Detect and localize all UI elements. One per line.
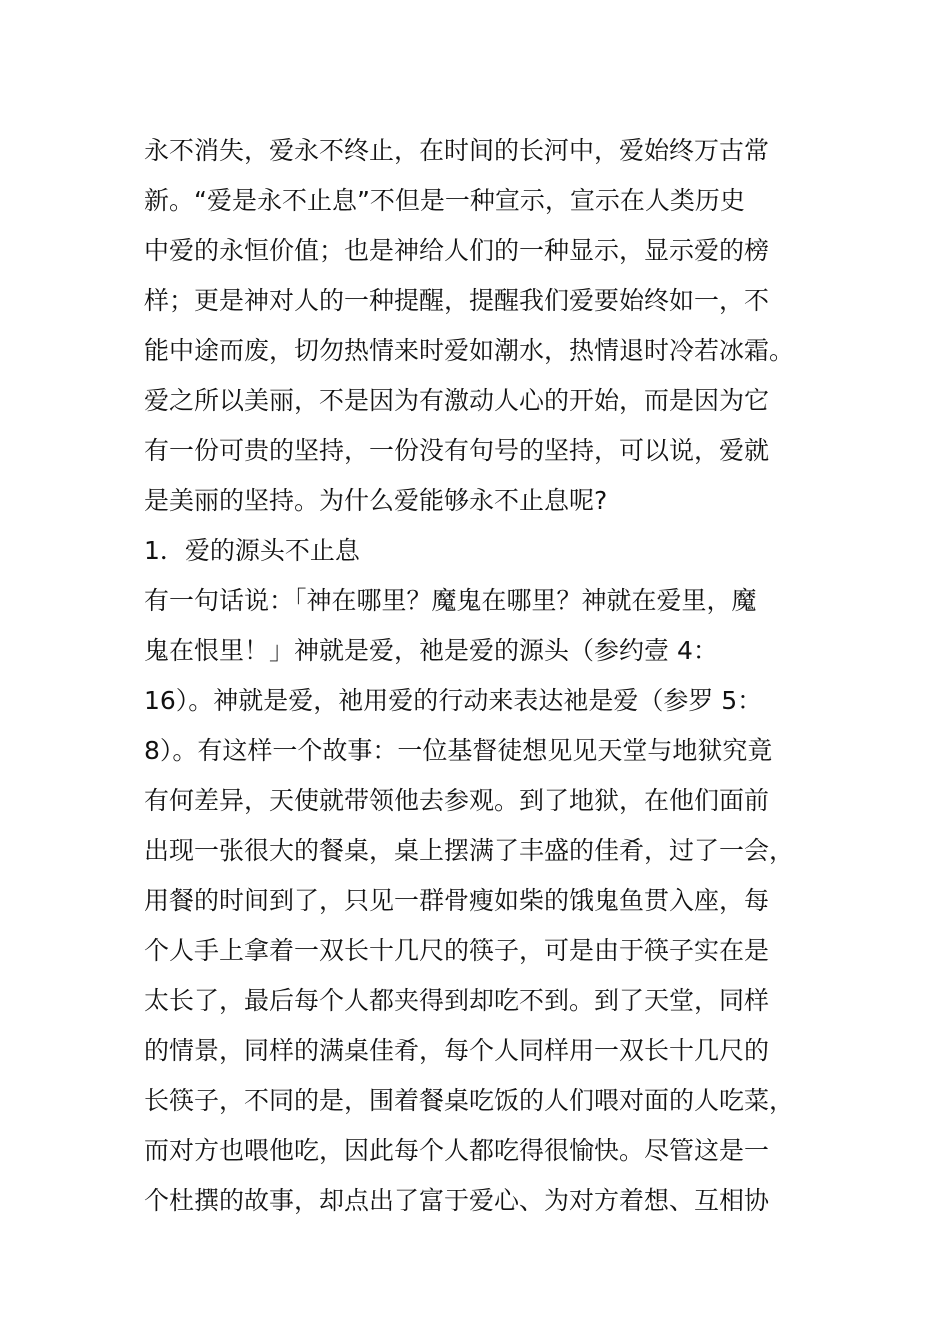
text-line: 的情景，同样的满桌佳肴，每个人同样用一双长十几尺的 xyxy=(144,1036,770,1065)
text-line: 是美丽的坚持。为什么爱能够永不止息呢? xyxy=(144,486,608,515)
text-line: 出现一张很大的餐桌，桌上摆满了丰盛的佳肴，过了一会， xyxy=(144,836,795,865)
text-line: 新。“爱是永不止息”不但是一种宣示，宣示在人类历史 xyxy=(144,186,745,215)
text-line: 样；更是神对人的一种提醒，提醒我们爱要始终如一，不 xyxy=(144,286,770,315)
body-text xyxy=(144,126,824,1226)
text-line: 个杜撰的故事，却点出了富于爱心、为对方着想、互相协 xyxy=(144,1186,770,1215)
text-line: 用餐的时间到了，只见一群骨瘦如柴的饿鬼鱼贯入座，每 xyxy=(144,886,770,915)
text-line: 能中途而废，切勿热情来时爱如潮水，热情退时冷若冰霜。 xyxy=(144,336,795,365)
text-line: 爱之所以美丽，不是因为有激动人心的开始，而是因为它 xyxy=(144,386,770,415)
text-line: 16）。神就是爱，祂用爱的行动来表达祂是爱（参罗 5： xyxy=(144,686,763,715)
text-line: 有一句话说：「神在哪里？魔鬼在哪里？神就在爱里，魔 xyxy=(144,586,757,615)
text-line: 个人手上拿着一双长十几尺的筷子，可是由于筷子实在是 xyxy=(144,936,770,965)
text-line: 太长了，最后每个人都夹得到却吃不到。到了天堂，同样 xyxy=(144,986,770,1015)
text-line: 有何差异，天使就带领他去参观。到了地狱，在他们面前 xyxy=(144,786,770,815)
text-line: 而对方也喂他吃，因此每个人都吃得很愉快。尽管这是一 xyxy=(144,1136,770,1165)
text-line: 长筷子，不同的是，围着餐桌吃饭的人们喂对面的人吃菜， xyxy=(144,1086,795,1115)
section-heading: 1．爱的源头不止息 xyxy=(144,536,360,565)
text-line: 永不消失，爱永不终止，在时间的长河中，爱始终万古常 xyxy=(144,136,770,165)
text-line: 鬼在恨里！」神就是爱，祂是爱的源头（参约壹 4： xyxy=(144,636,718,665)
text-line: 8）。有这样一个故事：一位基督徒想见见天堂与地狱究竟 xyxy=(144,736,773,765)
text-line: 有一份可贵的坚持，一份没有句号的坚持，可以说，爱就 xyxy=(144,436,770,465)
text-line: 中爱的永恒价值；也是神给人们的一种显示，显示爱的榜 xyxy=(144,236,770,265)
